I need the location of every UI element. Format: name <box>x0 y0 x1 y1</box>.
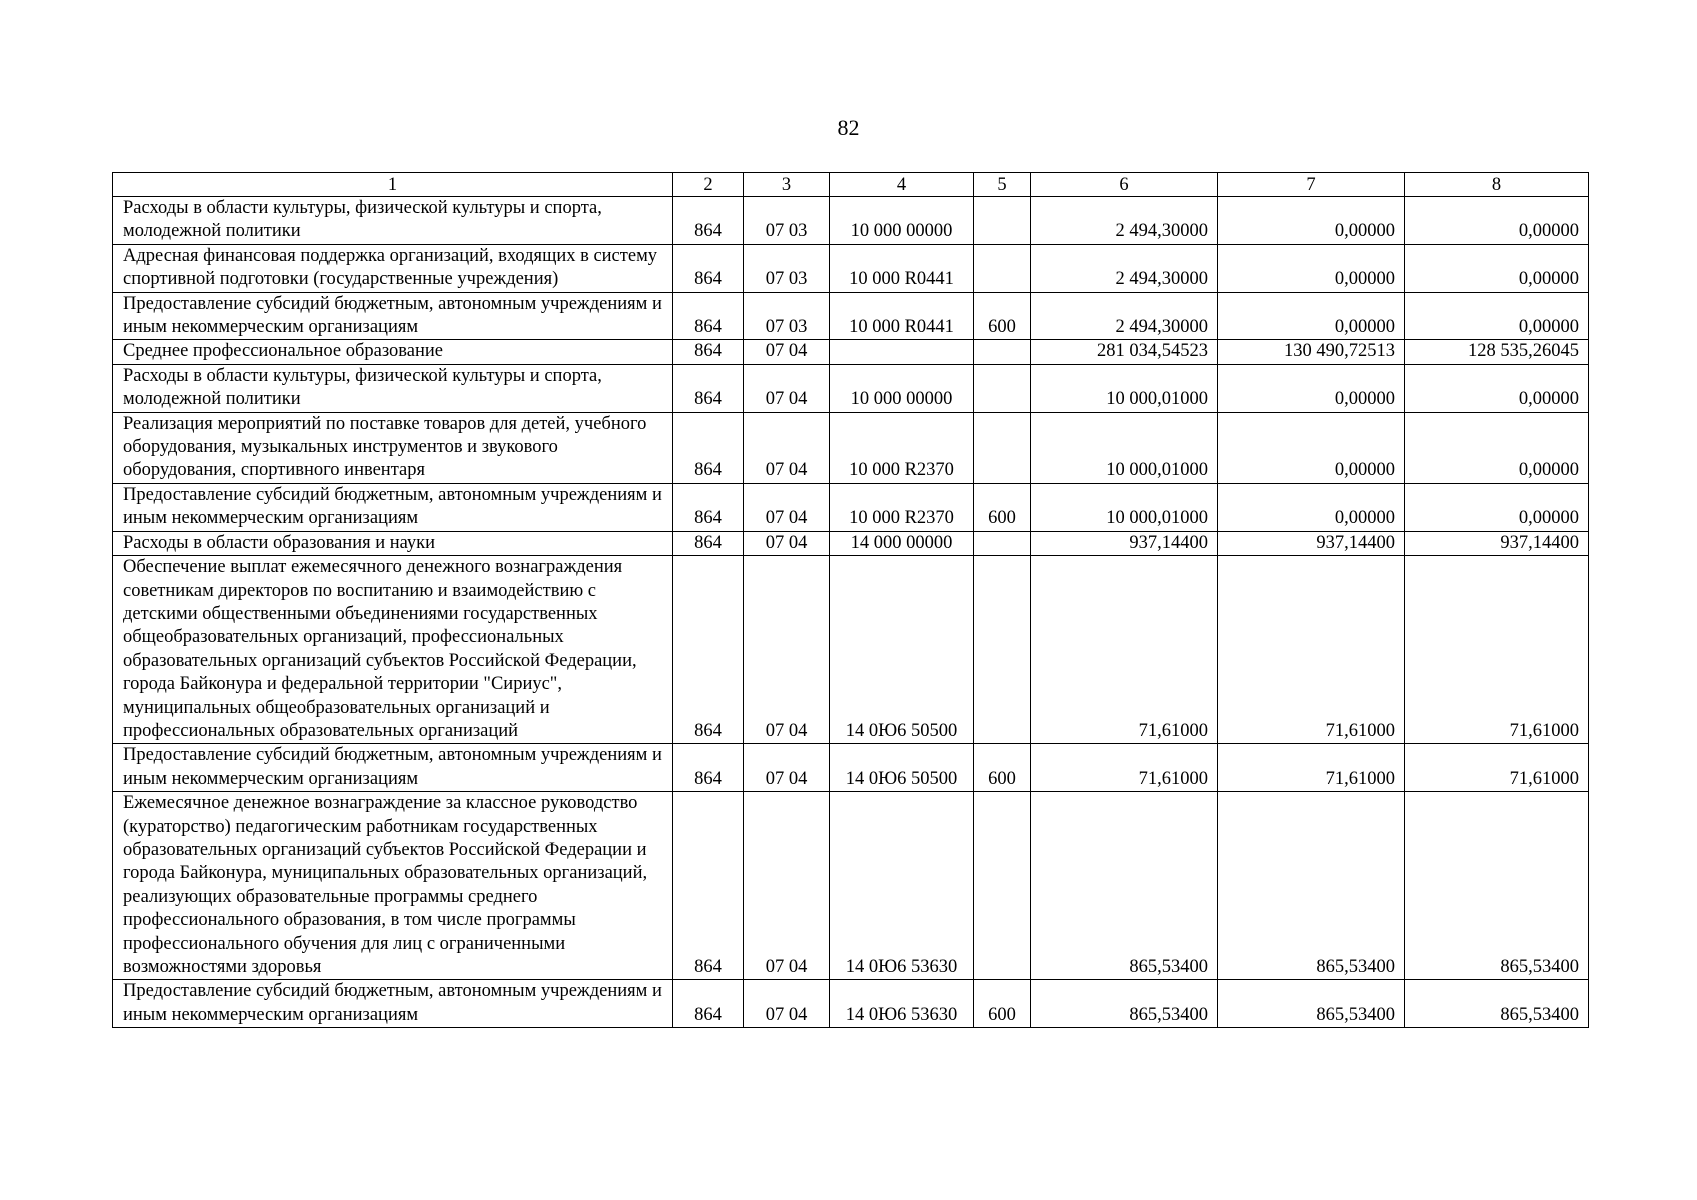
row-amount-col7: 865,53400 <box>1218 792 1405 980</box>
row-target-article: 10 000 00000 <box>830 197 974 245</box>
row-ved-code: 864 <box>673 744 744 792</box>
row-ved-code: 864 <box>673 340 744 364</box>
row-section-code: 07 03 <box>744 292 830 340</box>
row-name: Реализация мероприятий по поставке товаров для детей, учебного оборудования, музыкальных инструментов и звукового оборудования, спортивного инвентаря <box>113 412 673 483</box>
row-section-code: 07 04 <box>744 531 830 555</box>
table-row <box>113 531 1589 555</box>
row-amount-col8: 128 535,26045 <box>1405 340 1589 364</box>
column-header-1: 1 <box>113 173 673 197</box>
row-amount-col8: 865,53400 <box>1405 980 1589 1028</box>
row-name: Расходы в области культуры, физической культуры и спорта, молодежной политики <box>113 197 673 245</box>
row-amount-col8: 0,00000 <box>1405 292 1589 340</box>
column-header-3: 3 <box>744 173 830 197</box>
row-amount-col7: 0,00000 <box>1218 292 1405 340</box>
table-row <box>113 556 1589 744</box>
row-name: Предоставление субсидий бюджетным, автономным учреждениям и иным некоммерческим организациям <box>113 980 673 1028</box>
row-expense-type <box>974 244 1031 292</box>
row-expense-type <box>974 197 1031 245</box>
row-expense-type: 600 <box>974 292 1031 340</box>
row-ved-code: 864 <box>673 531 744 555</box>
table-row <box>113 292 1589 340</box>
row-target-article: 14 000 00000 <box>830 531 974 555</box>
row-name: Расходы в области образования и науки <box>113 531 673 555</box>
row-ved-code: 864 <box>673 556 744 744</box>
row-section-code: 07 04 <box>744 556 830 744</box>
row-section-code: 07 04 <box>744 340 830 364</box>
row-name: Предоставление субсидий бюджетным, автономным учреждениям и иным некоммерческим организациям <box>113 292 673 340</box>
row-amount-col7: 0,00000 <box>1218 197 1405 245</box>
row-name: Предоставление субсидий бюджетным, автономным учреждениям и иным некоммерческим организациям <box>113 483 673 531</box>
table-row <box>113 244 1589 292</box>
table-header-row <box>113 173 1589 197</box>
row-amount-col6: 71,61000 <box>1031 744 1218 792</box>
row-expense-type <box>974 412 1031 483</box>
row-target-article: 10 000 R2370 <box>830 483 974 531</box>
row-amount-col6: 281 034,54523 <box>1031 340 1218 364</box>
row-expense-type <box>974 364 1031 412</box>
table-row <box>113 980 1589 1028</box>
row-section-code: 07 03 <box>744 197 830 245</box>
table-row <box>113 412 1589 483</box>
row-amount-col7: 0,00000 <box>1218 244 1405 292</box>
row-expense-type <box>974 792 1031 980</box>
row-amount-col8: 937,14400 <box>1405 531 1589 555</box>
row-name: Предоставление субсидий бюджетным, автономным учреждениям и иным некоммерческим организациям <box>113 744 673 792</box>
row-expense-type: 600 <box>974 980 1031 1028</box>
row-name: Обеспечение выплат ежемесячного денежного вознаграждения советникам директоров по воспитанию и взаимодействию с детскими общественными объединениями государственных общеобразовательных организаций, профессиональных образовательных организаций субъектов Российской Федерации, города Байконура и федеральной территории "Сириус", муниципальных общеобразовательных организаций и профессиональных образовательных организаций <box>113 556 673 744</box>
row-ved-code: 864 <box>673 292 744 340</box>
row-ved-code: 864 <box>673 244 744 292</box>
row-amount-col8: 0,00000 <box>1405 364 1589 412</box>
row-expense-type <box>974 556 1031 744</box>
table-row <box>113 744 1589 792</box>
row-amount-col7: 0,00000 <box>1218 412 1405 483</box>
row-amount-col6: 10 000,01000 <box>1031 412 1218 483</box>
row-amount-col6: 2 494,30000 <box>1031 244 1218 292</box>
row-expense-type <box>974 340 1031 364</box>
row-section-code: 07 04 <box>744 412 830 483</box>
row-ved-code: 864 <box>673 197 744 245</box>
row-ved-code: 864 <box>673 980 744 1028</box>
row-amount-col6: 865,53400 <box>1031 792 1218 980</box>
row-target-article: 14 0Ю6 50500 <box>830 744 974 792</box>
row-amount-col6: 71,61000 <box>1031 556 1218 744</box>
row-amount-col8: 71,61000 <box>1405 556 1589 744</box>
row-section-code: 07 04 <box>744 792 830 980</box>
row-amount-col7: 71,61000 <box>1218 556 1405 744</box>
row-ved-code: 864 <box>673 364 744 412</box>
row-target-article: 10 000 R0441 <box>830 244 974 292</box>
row-target-article: 14 0Ю6 50500 <box>830 556 974 744</box>
table-row <box>113 792 1589 980</box>
row-amount-col8: 865,53400 <box>1405 792 1589 980</box>
row-amount-col8: 0,00000 <box>1405 412 1589 483</box>
row-amount-col8: 0,00000 <box>1405 244 1589 292</box>
row-amount-col7: 71,61000 <box>1218 744 1405 792</box>
table-row <box>113 340 1589 364</box>
row-amount-col8: 71,61000 <box>1405 744 1589 792</box>
row-target-article: 14 0Ю6 53630 <box>830 792 974 980</box>
row-amount-col7: 937,14400 <box>1218 531 1405 555</box>
row-expense-type <box>974 531 1031 555</box>
row-amount-col7: 0,00000 <box>1218 483 1405 531</box>
row-amount-col8: 0,00000 <box>1405 197 1589 245</box>
row-amount-col6: 937,14400 <box>1031 531 1218 555</box>
table-row <box>113 197 1589 245</box>
column-header-2: 2 <box>673 173 744 197</box>
column-header-7: 7 <box>1218 173 1405 197</box>
page-number: 82 <box>837 115 860 140</box>
column-header-8: 8 <box>1405 173 1589 197</box>
table-row <box>113 483 1589 531</box>
row-name: Адресная финансовая поддержка организаций, входящих в систему спортивной подготовки (государственные учреждения) <box>113 244 673 292</box>
row-ved-code: 864 <box>673 412 744 483</box>
row-amount-col8: 0,00000 <box>1405 483 1589 531</box>
row-amount-col6: 10 000,01000 <box>1031 483 1218 531</box>
row-expense-type: 600 <box>974 483 1031 531</box>
row-amount-col7: 865,53400 <box>1218 980 1405 1028</box>
row-amount-col6: 865,53400 <box>1031 980 1218 1028</box>
row-target-article: 14 0Ю6 53630 <box>830 980 974 1028</box>
row-section-code: 07 04 <box>744 980 830 1028</box>
row-section-code: 07 04 <box>744 483 830 531</box>
row-target-article: 10 000 R2370 <box>830 412 974 483</box>
row-section-code: 07 03 <box>744 244 830 292</box>
row-target-article: 10 000 00000 <box>830 364 974 412</box>
row-expense-type: 600 <box>974 744 1031 792</box>
row-amount-col7: 0,00000 <box>1218 364 1405 412</box>
row-amount-col6: 10 000,01000 <box>1031 364 1218 412</box>
row-name: Расходы в области культуры, физической культуры и спорта, молодежной политики <box>113 364 673 412</box>
row-ved-code: 864 <box>673 792 744 980</box>
row-target-article: 10 000 R0441 <box>830 292 974 340</box>
row-target-article <box>830 340 974 364</box>
column-header-5: 5 <box>974 173 1031 197</box>
row-name: Среднее профессиональное образование <box>113 340 673 364</box>
row-amount-col6: 2 494,30000 <box>1031 292 1218 340</box>
table-row <box>113 364 1589 412</box>
budget-table <box>112 172 1589 1028</box>
row-name: Ежемесячное денежное вознаграждение за классное руководство (кураторство) педагогическим работникам государственных образовательных организаций субъектов Российской Федерации и города Байконура, муниципальных образовательных организаций, реализующих образовательные программы среднего профессионального образования, в том числе программы профессионального обучения для лиц с ограниченными возможностями здоровья <box>113 792 673 980</box>
row-amount-col7: 130 490,72513 <box>1218 340 1405 364</box>
column-header-4: 4 <box>830 173 974 197</box>
row-section-code: 07 04 <box>744 364 830 412</box>
column-header-6: 6 <box>1031 173 1218 197</box>
row-ved-code: 864 <box>673 483 744 531</box>
row-amount-col6: 2 494,30000 <box>1031 197 1218 245</box>
row-section-code: 07 04 <box>744 744 830 792</box>
